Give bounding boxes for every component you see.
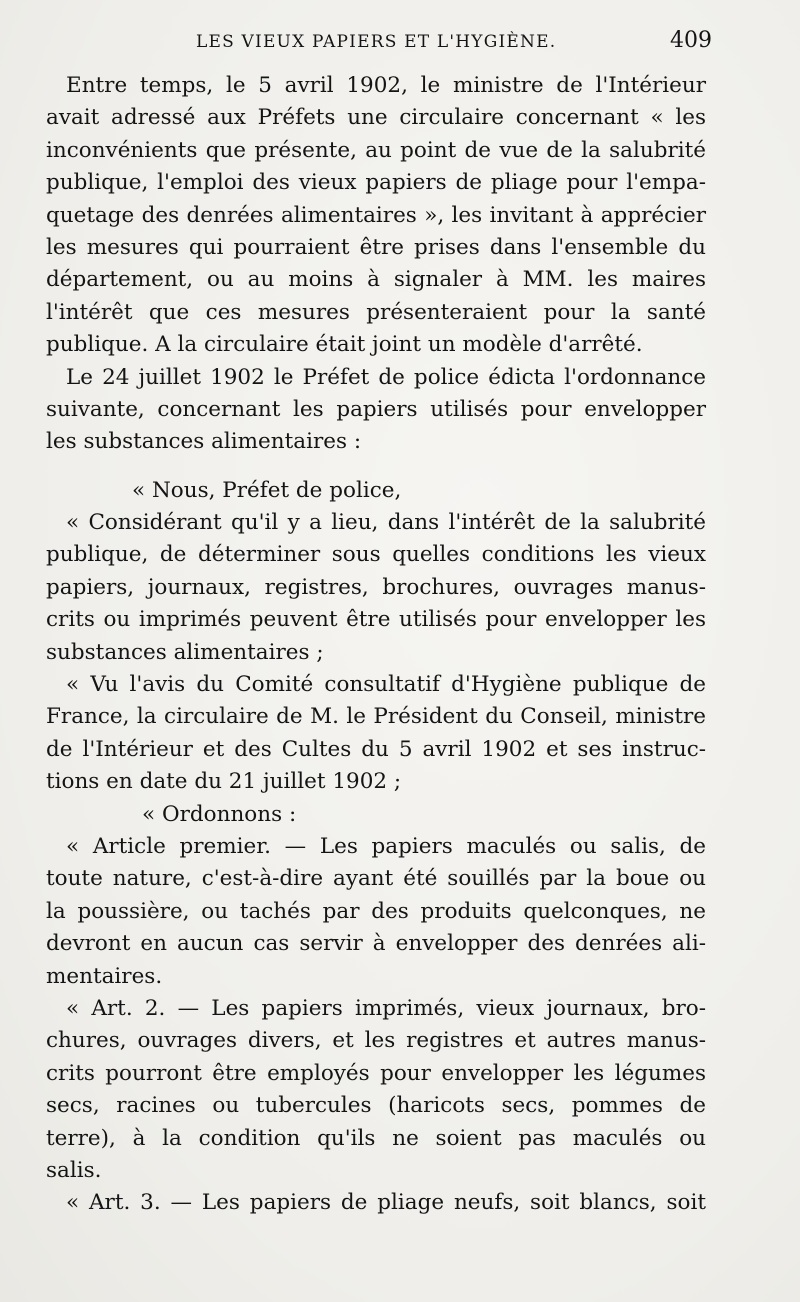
body-text — [46, 70, 706, 1220]
text-line: papiers, journaux, registres, brochures, ouvrages manus- — [46, 574, 706, 600]
text-line: publique, l'emploi des vieux papiers de pliage pour l'empa- — [46, 170, 706, 196]
paragraph-gap — [46, 459, 706, 475]
text-line: publique, de déterminer sous quelles conditions les vieux — [46, 542, 706, 568]
text-line: « Nous, Préfet de police, — [132, 477, 402, 503]
text-line: salis. — [46, 1157, 102, 1183]
running-head: LES VIEUX PAPIERS ET L'HYGIÈNE. — [196, 32, 557, 52]
text-line: « Art. 2. — Les papiers imprimés, vieux journaux, bro- — [66, 995, 706, 1021]
text-line: tions en date du 21 juillet 1902 ; — [46, 769, 402, 795]
text-line: de l'Intérieur et des Cultes du 5 avril 1902 et ses instruc- — [46, 736, 706, 762]
text-line: substances alimentaires ; — [46, 639, 324, 665]
text-line: devront en aucun cas servir à envelopper des denrées ali- — [46, 931, 706, 957]
text-line: « Vu l'avis du Comité consultatif d'Hygiène publique de — [66, 672, 706, 698]
text-line: Le 24 juillet 1902 le Préfet de police édicta l'ordonnance — [66, 364, 706, 390]
text-line: l'intérêt que ces mesures présenteraient pour la santé — [46, 299, 706, 325]
text-line: toute nature, c'est-à-dire ayant été souillés par la boue ou — [46, 866, 706, 892]
text-line: avait adressé aux Préfets une circulaire concernant « les — [46, 105, 706, 131]
page-number: 409 — [670, 28, 712, 53]
text-line: inconvénients que présente, au point de vue de la salubrité — [46, 137, 706, 163]
text-line: « Considérant qu'il y a lieu, dans l'intérêt de la salubrité — [66, 510, 706, 536]
text-line: département, ou au moins à signaler à MM. les maires — [46, 267, 706, 293]
text-line: les mesures qui pourraient être prises dans l'ensemble du — [46, 234, 706, 260]
text-line: crits ou imprimés peuvent être utilisés pour envelopper les — [46, 607, 706, 633]
text-line: secs, racines ou tubercules (haricots secs, pommes de — [46, 1093, 706, 1119]
text-line: crits pourront être employés pour envelopper les légumes — [46, 1060, 706, 1086]
text-line: « Art. 3. — Les papiers de pliage neufs, soit blancs, soit — [66, 1190, 706, 1216]
text-line: « Ordonnons : — [142, 801, 297, 827]
text-line: les substances alimentaires : — [46, 429, 362, 455]
text-line: chures, ouvrages divers, et les registres et autres manus- — [46, 1028, 706, 1054]
text-line: France, la circulaire de M. le Président du Conseil, ministre — [46, 704, 706, 730]
text-line: « Article premier. — Les papiers maculés ou salis, de — [66, 833, 706, 859]
text-line: mentaires. — [46, 963, 163, 989]
text-line: la poussière, ou tachés par des produits quelconques, ne — [46, 898, 706, 924]
text-line: Entre temps, le 5 avril 1902, le ministre de l'Intérieur — [66, 73, 706, 98]
text-line: publique. A la circulaire était joint un modèle d'arrêté. — [46, 332, 643, 358]
text-line: terre), à la condition qu'ils ne soient pas maculés ou — [46, 1125, 706, 1151]
page-header — [0, 30, 800, 60]
text-line: quetage des denrées alimentaires », les invitant à apprécier — [46, 202, 706, 228]
text-line: suivante, concernant les papiers utilisés pour envelopper — [46, 396, 706, 422]
